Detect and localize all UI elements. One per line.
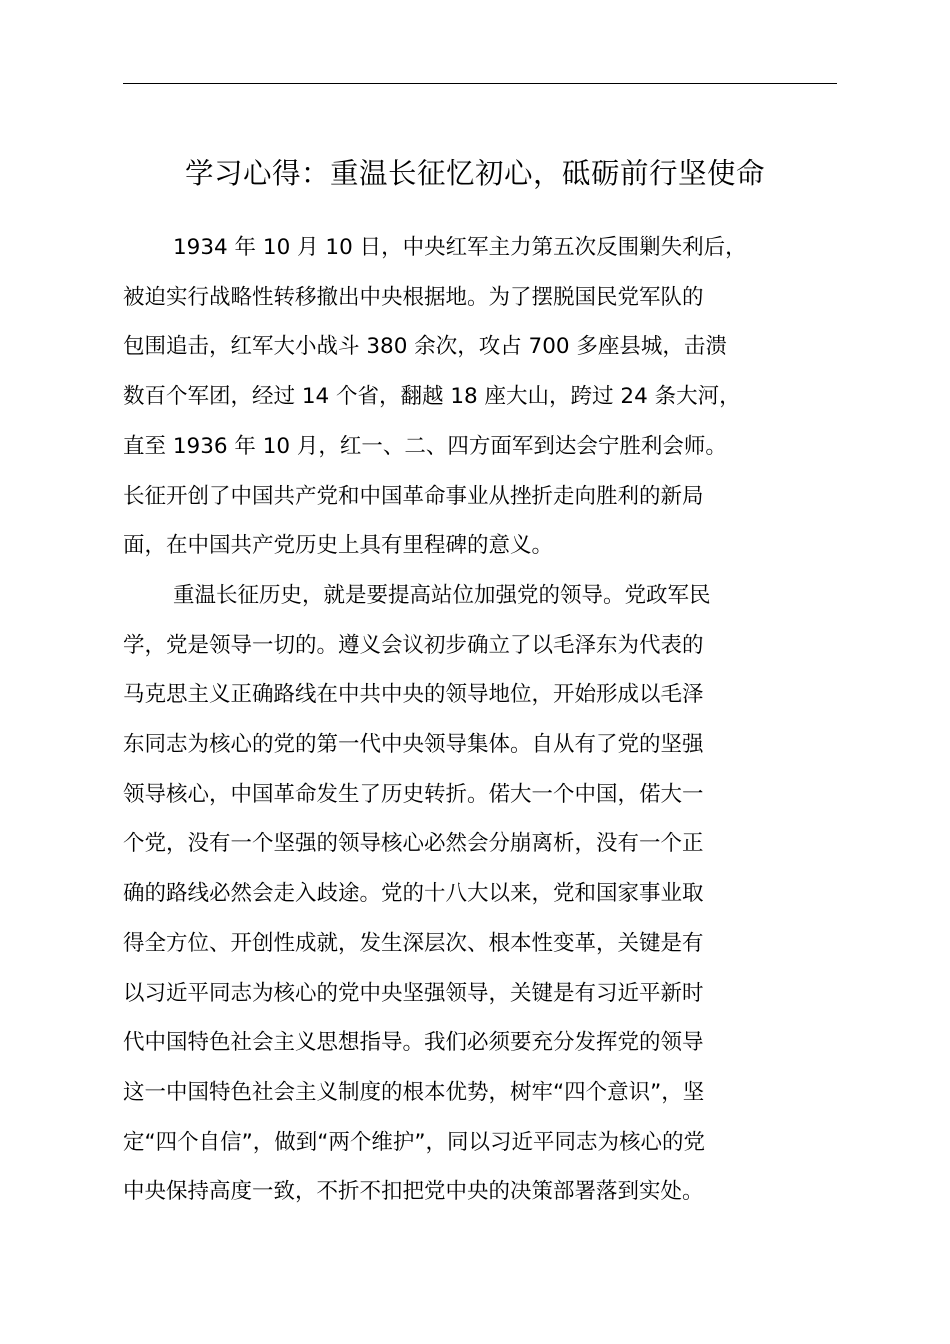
paragraph-line: 数百个军团，经过 14 个省，翻越 18 座大山，跨过 24 条大河， xyxy=(123,384,741,410)
paragraph-line: 东同志为核心的党的第一代中央领导集体。自从有了党的坚强 xyxy=(123,732,704,758)
paragraph-line: 重温长征历史，就是要提高站位加强党的领导。党政军民 xyxy=(173,582,711,608)
paragraph-line: 定“四个自信”，做到“两个维护”，同以习近平同志为核心的党 xyxy=(123,1129,706,1155)
paragraph-line: 得全方位、开创性成就，发生深层次、根本性变革，关键是有 xyxy=(123,930,704,956)
paragraph-line: 个党，没有一个坚强的领导核心必然会分崩离析，没有一个正 xyxy=(123,831,704,857)
paragraph-line: 马克思主义正确路线在中共中央的领导地位，开始形成以毛泽 xyxy=(123,682,704,708)
paragraph-line: 被迫实行战略性转移撤出中央根据地。为了摆脱国民党军队的 xyxy=(123,284,704,310)
document-title: 学习心得：重温长征忆初心，砥砺前行坚使命 xyxy=(184,157,765,190)
paragraph-line: 长征开创了中国共产党和中国革命事业从挫折走向胜利的新局 xyxy=(123,483,704,509)
paragraph-line: 学，党是领导一切的。遵义会议初步确立了以毛泽东为代表的 xyxy=(123,632,704,658)
paragraph-line: 领导核心，中国革命发生了历史转折。偌大一个中国，偌大一 xyxy=(123,781,704,807)
paragraph-line: 直至 1936 年 10 月，红一、二、四方面军到达会宁胜利会师。 xyxy=(123,433,727,459)
paragraph-line: 面，在中国共产党历史上具有里程碑的意义。 xyxy=(123,533,554,559)
document-body xyxy=(123,223,863,1217)
paragraph-line: 这一中国特色社会主义制度的根本优势，树牢“四个意识”，坚 xyxy=(123,1079,705,1105)
paragraph-2 xyxy=(123,571,863,1217)
paragraph-line: 确的路线必然会走入歧途。党的十八大以来，党和国家事业取 xyxy=(123,881,704,907)
paragraph-line: 包围追击，红军大小战斗 380 余次，攻占 700 多座县城，击溃 xyxy=(123,334,727,360)
paragraph-line: 以习近平同志为核心的党中央坚强领导，关键是有习近平新时 xyxy=(123,980,704,1006)
header-rule xyxy=(123,83,837,84)
paragraph-line: 1934 年 10 月 10 日，中央红军主力第五次反围剿失利后， xyxy=(173,235,747,260)
paragraph-line: 代中国特色社会主义思想指导。我们必须要充分发挥党的领导 xyxy=(123,1030,704,1056)
paragraph-1 xyxy=(123,223,863,571)
paragraph-line: 中央保持高度一致，不折不扣把党中央的决策部署落到实处。 xyxy=(123,1179,704,1205)
